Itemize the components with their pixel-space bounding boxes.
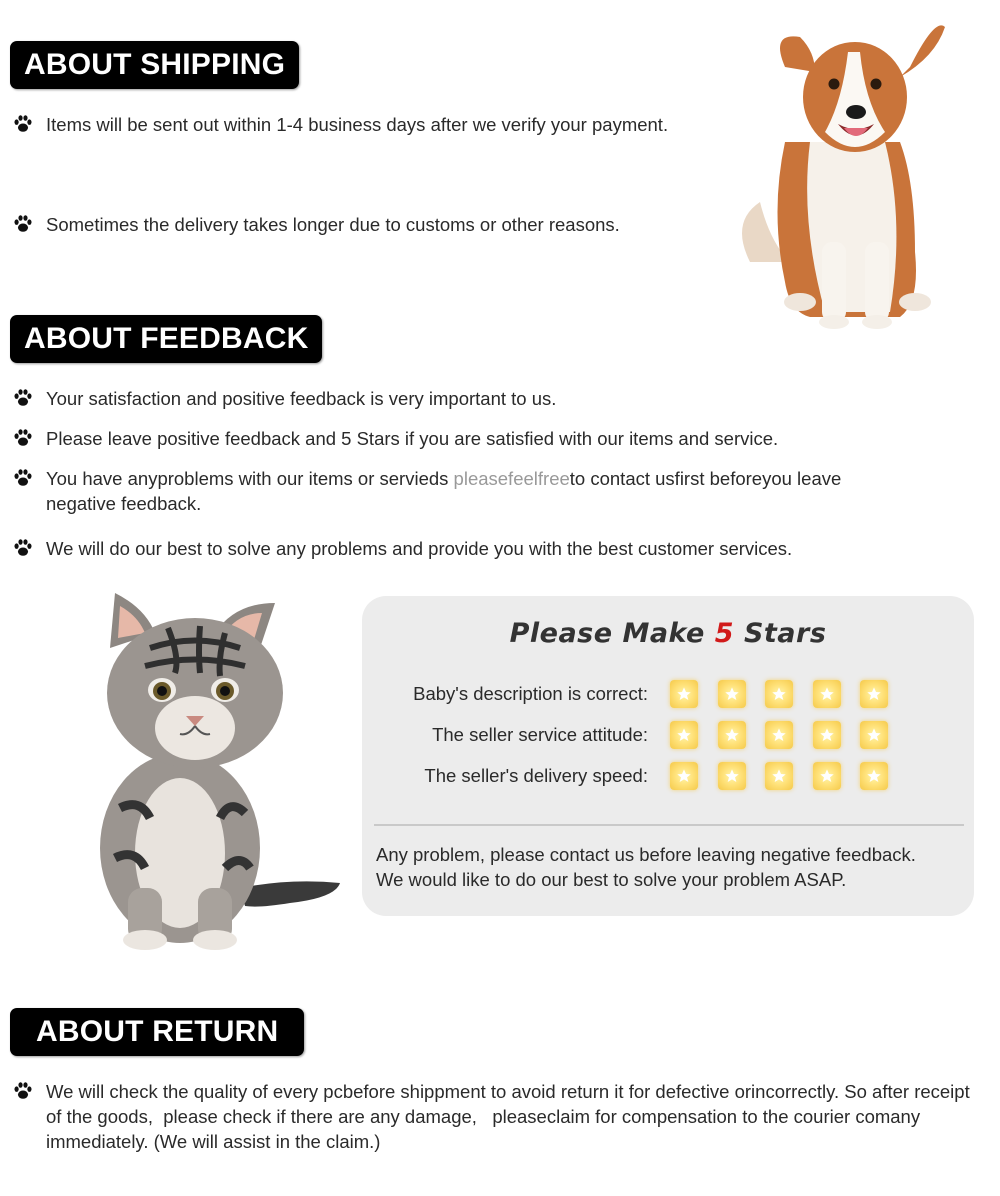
shipping-item-text: Sometimes the delivery takes longer due to customs or other reasons. <box>46 214 620 235</box>
card-note-line: We would like to do our best to solve your problem ASAP. <box>376 869 847 890</box>
feedback-item <box>12 426 972 451</box>
star-icon[interactable] <box>860 721 888 749</box>
star-group <box>670 680 908 708</box>
star-group <box>670 721 908 749</box>
feedback-item-text: Your satisfaction and positive feedback is very important to us. <box>46 388 557 409</box>
feedback-item <box>12 536 972 561</box>
paw-icon <box>12 213 34 235</box>
cat-photo <box>50 588 350 958</box>
rating-row <box>362 719 922 751</box>
star-icon[interactable] <box>765 680 793 708</box>
star-icon[interactable] <box>718 762 746 790</box>
star-icon[interactable] <box>765 721 793 749</box>
star-icon[interactable] <box>765 762 793 790</box>
star-icon[interactable] <box>860 762 888 790</box>
feedback-item-text: We will do our best to solve any problems and provide you with the best customer services. <box>46 538 793 559</box>
star-icon[interactable] <box>718 680 746 708</box>
feedback-item-text: Please leave positive feedback and 5 Stars if you are satisfied with our items and service. <box>46 428 779 449</box>
feedback-item-text <box>46 466 912 516</box>
rating-row <box>362 678 922 710</box>
paw-icon <box>12 113 34 135</box>
star-icon[interactable] <box>813 721 841 749</box>
star-icon[interactable] <box>670 762 698 790</box>
card-note-line: Any problem, please contact us before leaving negative feedback. <box>376 844 916 865</box>
star-icon[interactable] <box>718 721 746 749</box>
title-number: 5 <box>714 618 735 649</box>
paw-icon <box>12 427 34 449</box>
return-heading: ABOUT RETURN <box>10 1008 304 1056</box>
rating-card <box>362 596 974 916</box>
title-after: Stars <box>734 618 827 649</box>
paw-icon <box>12 537 34 559</box>
feedback-item <box>12 386 972 411</box>
paw-icon <box>12 467 34 489</box>
return-item-text: We will check the quality of every pcbefore shippment to avoid return it for defective orincorrectly. So after receipt of the goods, please check if there are any damage, pleaseclaim for compensation to the courier comany immediately. (We will assist in the claim.) <box>46 1081 975 1152</box>
star-group <box>670 762 908 790</box>
feedback-item-text-faded: pleasefeelfree <box>453 468 570 489</box>
star-icon[interactable] <box>860 680 888 708</box>
card-divider <box>374 824 964 826</box>
return-item <box>12 1079 990 1154</box>
rating-card-title <box>362 618 974 649</box>
shipping-item-text: Items will be sent out within 1-4 business days after we verify your payment. <box>46 114 669 135</box>
star-icon[interactable] <box>813 680 841 708</box>
feedback-item-text-part3: to contact usfirst beforeyou leave negative feedback. <box>46 468 842 514</box>
shipping-heading: ABOUT SHIPPING <box>10 41 299 89</box>
dog-photo <box>730 12 960 332</box>
feedback-item-text-part1: You have anyproblems with our items or servieds <box>46 468 454 489</box>
card-note <box>376 842 966 892</box>
star-icon[interactable] <box>670 680 698 708</box>
title-before: Please Make <box>509 618 715 649</box>
rating-label: Baby's description is correct: <box>413 683 648 704</box>
star-icon[interactable] <box>670 721 698 749</box>
paw-icon <box>12 1080 34 1102</box>
paw-icon <box>12 387 34 409</box>
rating-label: The seller service attitude: <box>432 724 648 745</box>
rating-row <box>362 760 922 792</box>
feedback-item <box>12 466 912 516</box>
feedback-heading: ABOUT FEEDBACK <box>10 315 322 363</box>
rating-label: The seller's delivery speed: <box>424 765 648 786</box>
star-icon[interactable] <box>813 762 841 790</box>
